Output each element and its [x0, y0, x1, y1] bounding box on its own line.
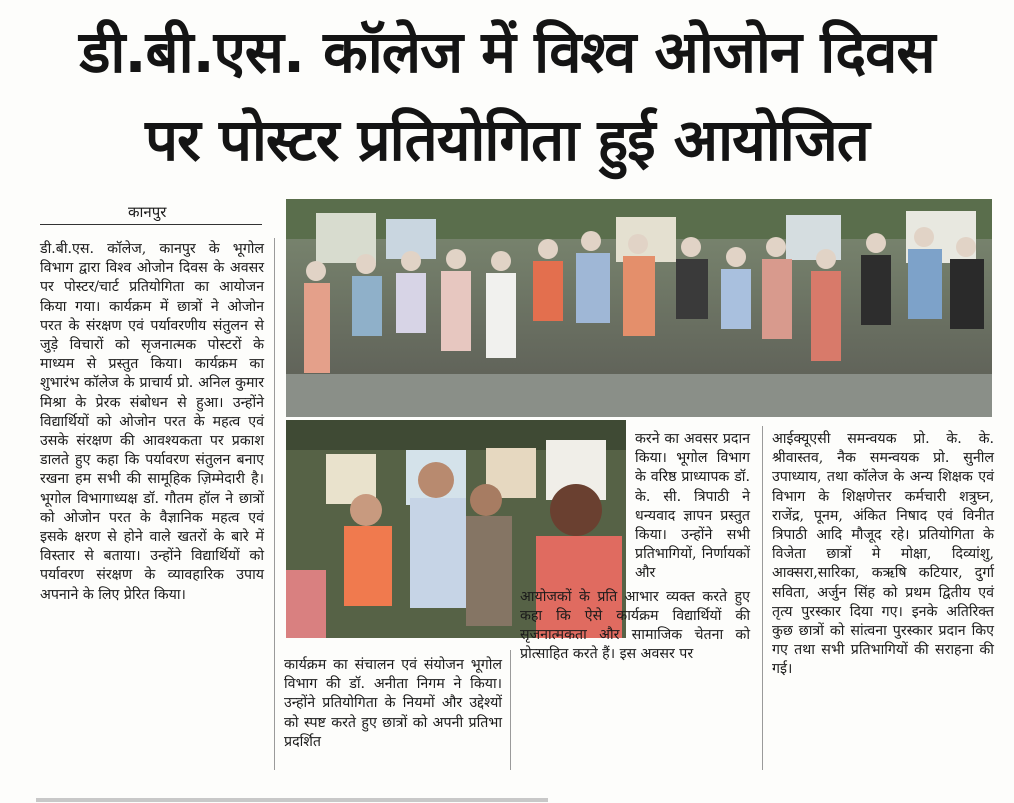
headline-line-2: पर पोस्टर प्रतियोगिता हुई आयोजित — [145, 106, 869, 174]
article-paragraph: करने का अवसर प्रदान किया। भूगोल विभाग के वरिष्ठ प्राध्यापक डॉ. के. सी. त्रिपाठी ने धन्यवाद ज्ञापन प्रस्तुत किया। उन्होंने सभी प्रतिभागियों, निर्णायकों और — [635, 431, 750, 582]
bottom-rule — [36, 798, 548, 802]
column-divider — [762, 426, 763, 770]
article-column-2 — [284, 656, 502, 752]
article-paragraph: डी.बी.एस. कॉलेज, कानपुर के भूगोल विभाग द्वारा विश्व ओजोन दिवस के अवसर पर पोस्टर/चार्ट प्रतियोगिता का आयोजन किया गया। कार्यक्रम में छात्रों ने ओजोन परत के संरक्षण एवं पर्यावरणीय संतुलन से जुड़े विचारों को सृजनात्मक पोस्टरों के माध्यम से प्रस्तुत किया। कार्यक्रम का शुभारंभ कॉलेज के प्राचार्य प्रो. अनिल कुमार मिश्रा के प्रेरक संबोधन से हुआ। उन्होंने विद्यार्थियों को ओजोन परत के महत्व एवं उसके संरक्षण की आवश्यकता पर प्रकाश डालते हुए कहा कि पर्यावरण संतुलन बनाए रखना हम सभी की सामूहिक ज़िम्मेदारी है। भूगोल विभागाध्यक्ष डॉ. गौतम हॉल ने छात्रों को ओजोन परत के वैज्ञानिक महत्व एवं इसके क्षरण से होने वाले खतरों के बारे में विस्तार से बताया। उन्होंने विद्यार्थियों को पर्यावरण संरक्षण के व्यावहारिक उपाय अपनाने के लिए प्रेरित किया। — [40, 241, 264, 603]
group-photo-image — [286, 199, 992, 417]
headline-line-1: डी.बी.एस. कॉलेज में विश्व ओजोन दिवस — [79, 18, 935, 86]
article-paragraph: आयोजकों के प्रति आभार व्यक्त करते हुए कहा कि ऐसे कार्यक्रम विद्यार्थियों की सृजनात्मकता और सामाजिक चेतना को प्रोत्साहित करते हैं। इस अवसर पर — [520, 588, 750, 663]
column-divider — [274, 238, 275, 770]
article-paragraph: कार्यक्रम का संचालन एवं संयोजन भूगोल विभाग की डॉ. अनीता निगम ने किया। उन्होंने प्रतियोगिता के नियमों और उद्देश्यों को स्पष्ट करते हुए छात्रों को अपनी प्रतिभा प्रदर्शित — [284, 657, 502, 750]
column-divider — [510, 650, 511, 770]
article-column-3 — [520, 430, 750, 664]
group-photo — [286, 199, 992, 417]
dateline: कानपुर — [128, 203, 167, 221]
article-paragraph: आईक्यूएसी समन्वयक प्रो. के. के. श्रीवास्तव, नैक समन्वयक प्रो. सुनील उपाध्याय, तथा कॉलेज के अन्य शिक्षक एवं विभाग के शिक्षणेत्तर कर्मचारी शत्रुघ्न, राजेंद्र, पूनम, अंकित निषाद एवं विनीत त्रिपाठी आदि मौजूद रहे। प्रतियोगिता के विजेता छात्रों मे मोक्षा, दिव्यांशु, आक्सरा,सारिका, कऋषि कटियार, दुर्गा सविता, अर्जुन सिंह को प्रथम द्वितीय एवं तृत्य पुरस्कार दिया गए। इनके अतिरिक्त कुछ छात्रों को सांत्वना पुरस्कार प्रदान किए गए तथा सभी प्रतिभागियों की सराहना की गई। — [772, 431, 994, 678]
dateline-rule — [40, 224, 262, 225]
article-column-4 — [772, 430, 994, 680]
article-column-1 — [40, 240, 264, 605]
